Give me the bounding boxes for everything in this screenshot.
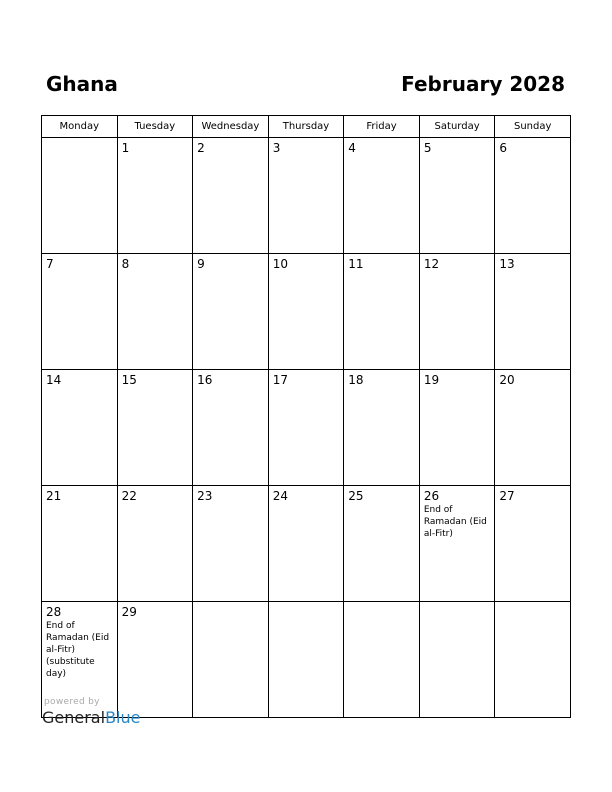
day-number: 14 — [46, 373, 62, 387]
day-cell — [117, 370, 193, 486]
day-cell — [268, 254, 344, 370]
day-number: 17 — [272, 373, 288, 387]
day-number: 27 — [499, 489, 515, 503]
day-number: 7 — [46, 257, 54, 271]
week-row — [42, 370, 571, 486]
country-title: Ghana — [46, 72, 118, 96]
day-number: 29 — [121, 605, 137, 619]
month-title: February 2028 — [401, 72, 565, 96]
day-number: 9 — [197, 257, 205, 271]
day-cell — [419, 138, 495, 254]
day-cell — [268, 602, 344, 718]
day-cell — [495, 602, 571, 718]
day-cell — [42, 486, 118, 602]
holiday-label: End of Ramadan (Eid al-Fitr) — [423, 505, 487, 539]
weekday-sunday: Sunday — [495, 116, 571, 138]
day-number: 10 — [272, 257, 288, 271]
day-number: 20 — [499, 373, 515, 387]
day-cell — [344, 370, 420, 486]
day-number: 24 — [272, 489, 288, 503]
day-cell — [419, 602, 495, 718]
day-cell — [193, 254, 269, 370]
day-cell — [495, 138, 571, 254]
day-number: 18 — [348, 373, 364, 387]
calendar-grid — [41, 115, 571, 718]
weekday-wednesday: Wednesday — [193, 116, 269, 138]
day-cell — [344, 138, 420, 254]
day-cell — [495, 370, 571, 486]
day-cell — [117, 138, 193, 254]
weekday-header-row — [42, 116, 571, 138]
day-number: 2 — [197, 141, 205, 155]
day-cell — [268, 138, 344, 254]
week-row — [42, 254, 571, 370]
day-cell — [193, 370, 269, 486]
logo-blue-text: Blue — [105, 708, 141, 727]
day-number: 16 — [197, 373, 213, 387]
day-number: 12 — [423, 257, 440, 271]
day-number: 23 — [197, 489, 213, 503]
day-cell — [42, 138, 118, 254]
day-number: 8 — [121, 257, 130, 271]
day-cell — [193, 602, 269, 718]
day-cell — [268, 486, 344, 602]
day-number: 21 — [46, 489, 62, 503]
day-number: 19 — [423, 373, 440, 387]
day-number: 28 — [46, 605, 62, 619]
day-number: 26 — [423, 489, 440, 503]
day-cell — [117, 254, 193, 370]
day-number: 13 — [499, 257, 515, 271]
day-number: 3 — [272, 141, 281, 155]
day-cell — [193, 486, 269, 602]
generalblue-logo — [42, 708, 140, 727]
week-row — [42, 138, 571, 254]
day-cell — [495, 254, 571, 370]
day-number: 6 — [499, 141, 508, 155]
day-cell — [117, 486, 193, 602]
day-cell — [193, 138, 269, 254]
day-number: 22 — [121, 489, 137, 503]
day-cell — [268, 370, 344, 486]
day-number: 11 — [348, 257, 364, 271]
week-row — [42, 602, 571, 718]
holiday-label: End of Ramadan (Eid al-Fitr) (substitute day) — [46, 621, 110, 679]
day-number: 25 — [348, 489, 364, 503]
weekday-saturday: Saturday — [419, 116, 495, 138]
powered-by-label: powered by — [44, 697, 100, 707]
day-cell — [344, 254, 420, 370]
day-cell — [419, 254, 495, 370]
day-cell — [344, 602, 420, 718]
day-cell — [495, 486, 571, 602]
weekday-monday: Monday — [42, 116, 118, 138]
day-cell — [419, 370, 495, 486]
day-cell — [42, 254, 118, 370]
logo-general-text: General — [42, 708, 106, 727]
weekday-thursday: Thursday — [268, 116, 344, 138]
week-row — [42, 486, 571, 602]
weekday-tuesday: Tuesday — [117, 116, 193, 138]
day-number: 5 — [423, 141, 432, 155]
day-cell — [344, 486, 420, 602]
day-cell — [419, 486, 495, 602]
day-number: 4 — [348, 141, 356, 155]
day-number: 15 — [121, 373, 137, 387]
weekday-friday: Friday — [344, 116, 420, 138]
day-number: 1 — [121, 141, 130, 155]
day-cell — [42, 370, 118, 486]
day-cell — [117, 602, 193, 718]
